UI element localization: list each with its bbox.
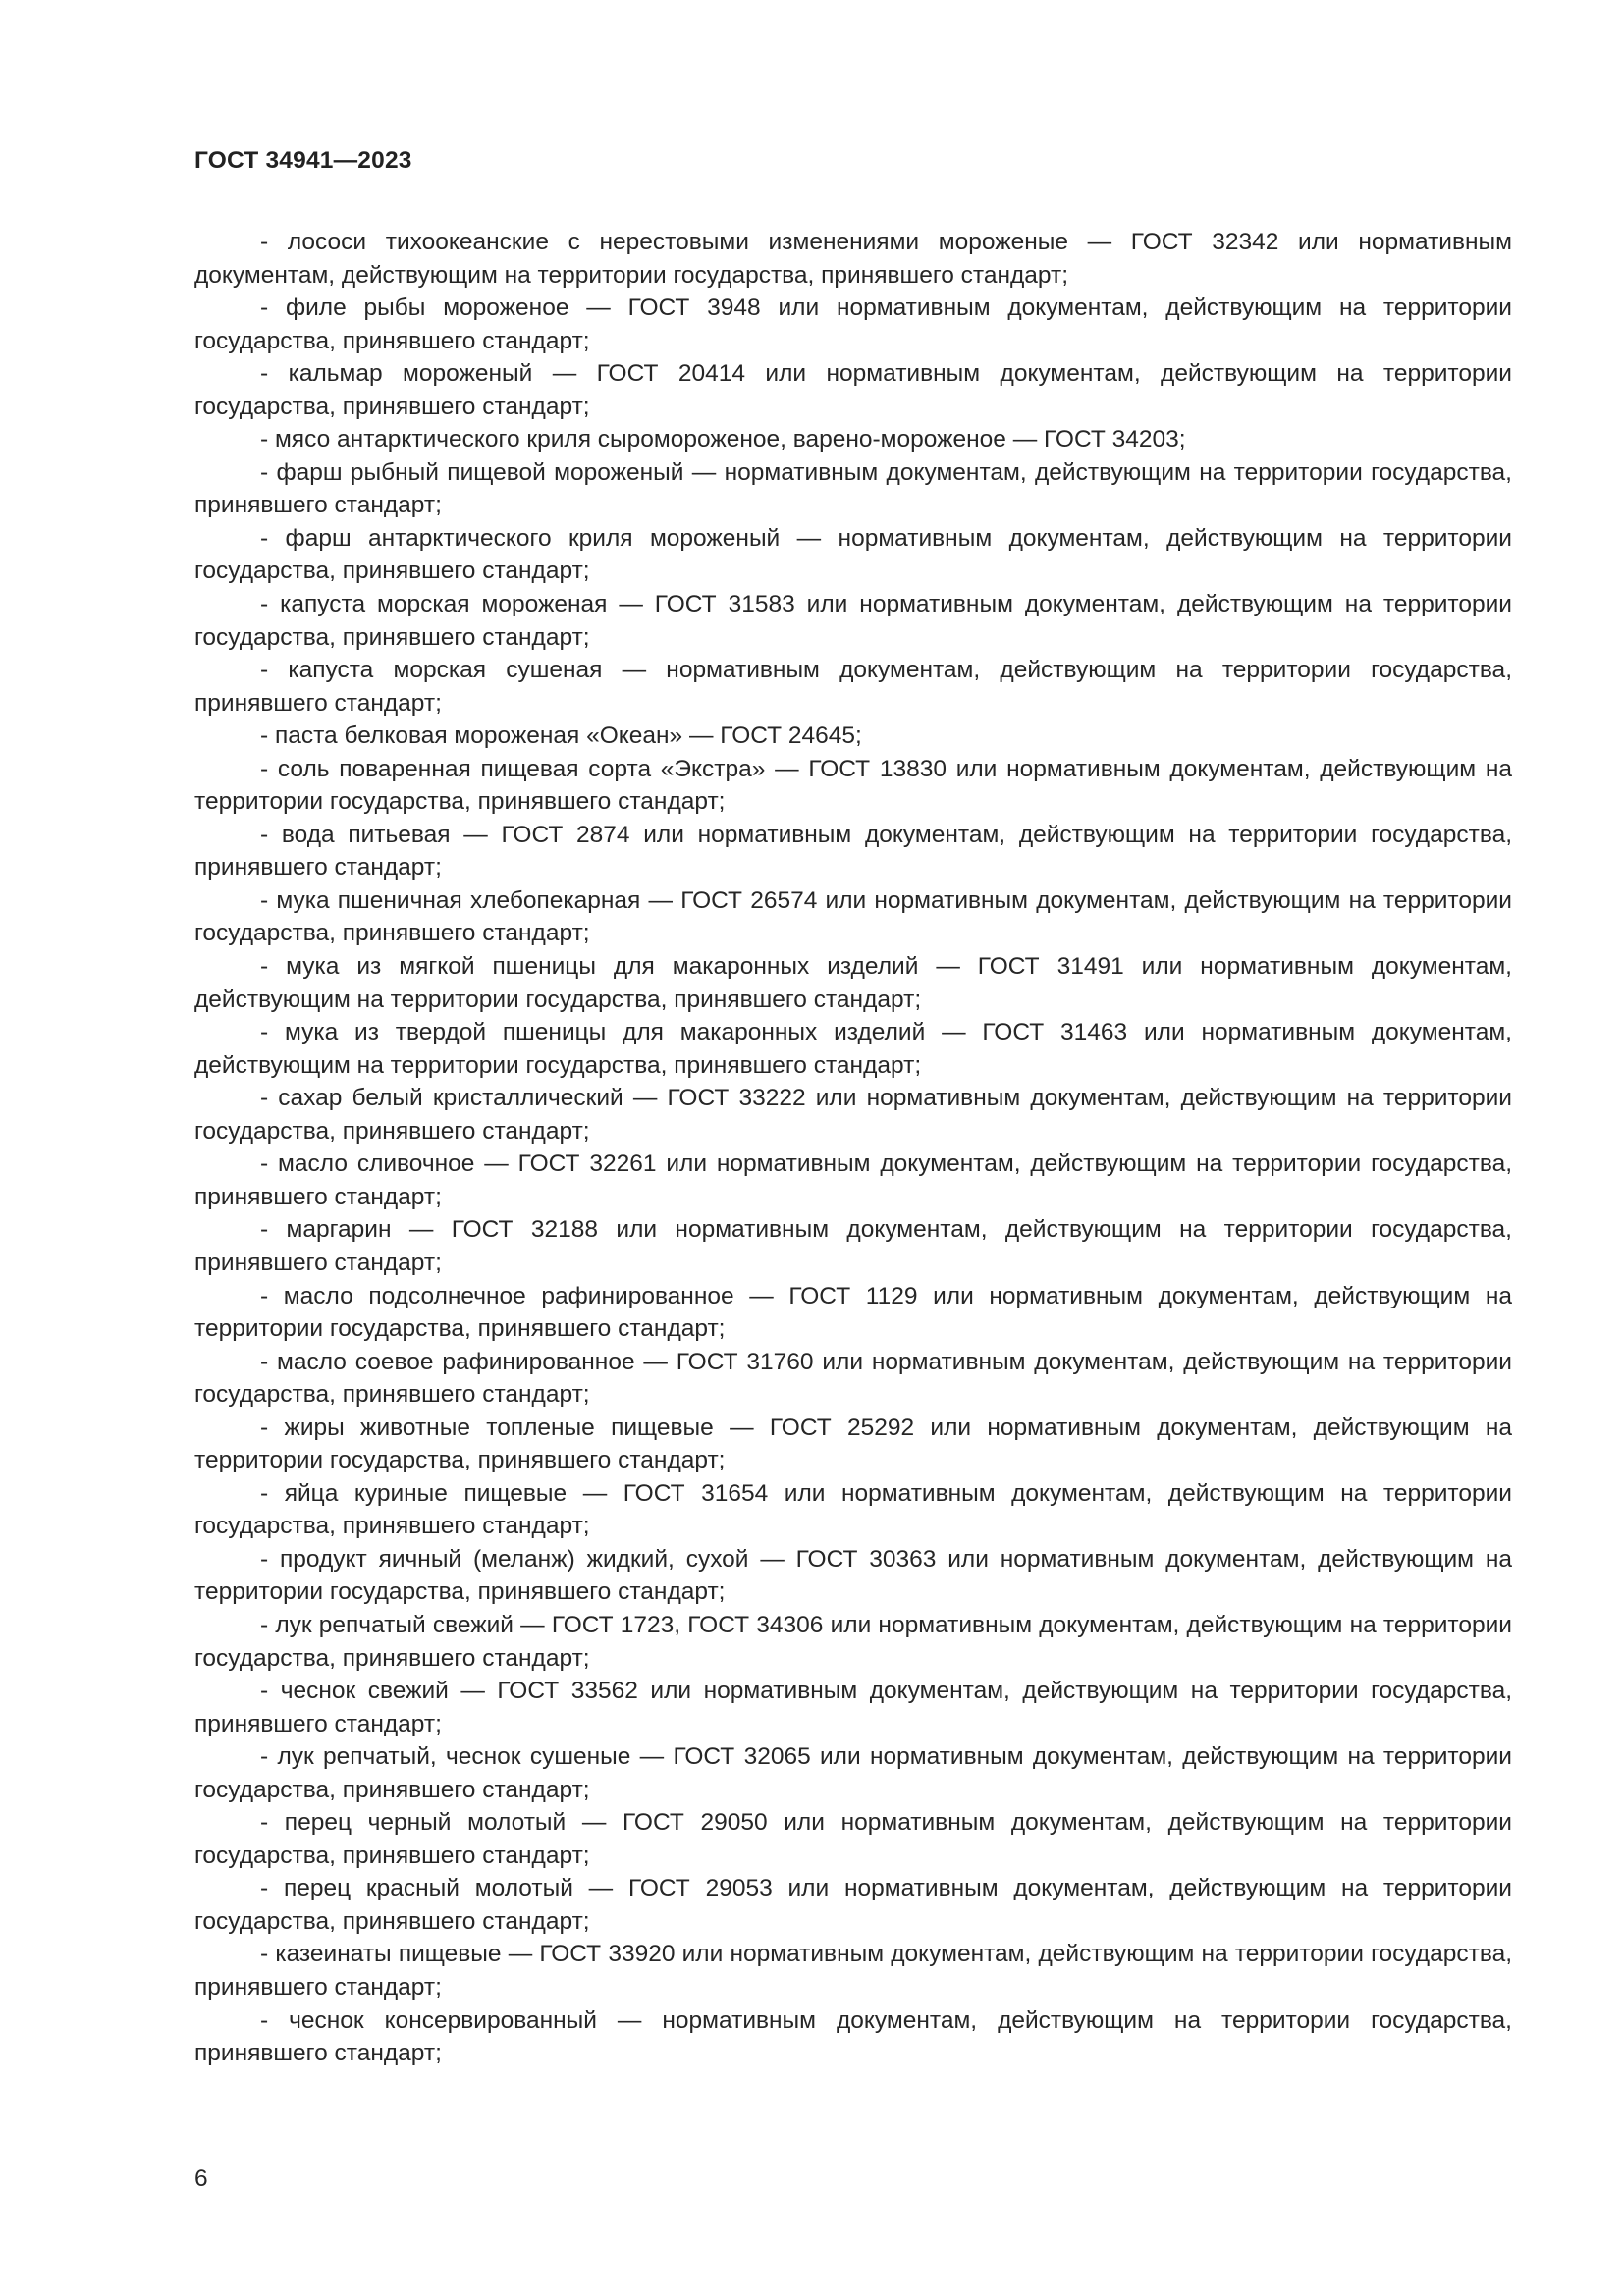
list-item: - мука из мягкой пшеницы для макаронных изделий — ГОСТ 31491 или нормативным документам, действующим на территории государства, принявшего стандарт; — [194, 953, 1512, 1013]
list-item: - перец черный молотый — ГОСТ 29050 или нормативным документам, действующим на территории государства, принявшего стандарт; — [194, 1809, 1512, 1869]
list-item: - маргарин — ГОСТ 32188 или нормативным документам, действующим на территории государства, принявшего стандарт; — [194, 1216, 1512, 1276]
list-item: - фарш антарктического криля мороженый — нормативным документам, действующим на территории государства, принявшего стандарт; — [194, 524, 1512, 585]
list-item: - капуста морская мороженая — ГОСТ 31583 или нормативным документам, действующим на территории государства, принявшего стандарт; — [194, 591, 1512, 651]
list-item: - казеинаты пищевые — ГОСТ 33920 или нормативным документам, действующим на территории государства, принявшего стандарт; — [194, 1941, 1512, 2001]
list-item: - мясо антарктического криля сыромороженое, варено-мороженое — ГОСТ 34203; — [260, 426, 1186, 454]
list-item: - продукт яичный (меланж) жидкий, сухой — ГОСТ 30363 или нормативным документам, действующим на территории государства, принявшего стандарт; — [194, 1545, 1512, 1606]
list-item: - мука из твердой пшеницы для макаронных изделий — ГОСТ 31463 или нормативным документам, действующим на территории государства, принявшего стандарт; — [194, 1019, 1512, 1079]
list-item: - чеснок свежий — ГОСТ 33562 или нормативным документам, действующим на территории государства, принявшего стандарт; — [194, 1678, 1512, 1737]
list-item: - масло сливочное — ГОСТ 32261 или нормативным документам, действующим на территории государства, принявшего стандарт; — [194, 1150, 1512, 1210]
list-item: - вода питьевая — ГОСТ 2874 или нормативным документам, действующим на территории государства, принявшего стандарт; — [194, 821, 1512, 881]
list-item: - кальмар мороженый — ГОСТ 20414 или нормативным документам, действующим на территории государства, принявшего стандарт; — [194, 360, 1512, 420]
standard-id: ГОСТ 34941—2023 — [194, 147, 412, 174]
list-item: - фарш рыбный пищевой мороженый — нормативным документам, действующим на территории государства, принявшего стандарт; — [194, 458, 1512, 519]
page-number: 6 — [194, 2165, 208, 2192]
list-item: - филе рыбы мороженое — ГОСТ 3948 или нормативным документам, действующим на территории государства, принявшего стандарт; — [194, 294, 1512, 354]
list-item: - яйца куриные пищевые — ГОСТ 31654 или нормативным документам, действующим на территории государства, принявшего стандарт; — [194, 1479, 1512, 1540]
list-item: - перец красный молотый — ГОСТ 29053 или нормативным документам, действующим на территории государства, принявшего стандарт; — [194, 1875, 1512, 1935]
list-item: - масло подсолнечное рафинированное — ГОСТ 1129 или нормативным документам, действующим на территории государства, принявшего стандарт; — [194, 1282, 1512, 1343]
document-body — [194, 226, 1512, 2070]
list-item: - масло соевое рафинированное — ГОСТ 31760 или нормативным документам, действующим на территории государства, принявшего стандарт; — [194, 1348, 1512, 1409]
list-item: - паста белковая мороженая «Океан» — ГОСТ 24645; — [260, 722, 862, 750]
list-item: - лососи тихоокеанские с нерестовыми изменениями мороженые — ГОСТ 32342 или нормативным документам, действующим на территории государства, принявшего стандарт; — [194, 229, 1512, 289]
list-item: - капуста морская сушеная — нормативным документам, действующим на территории государства, принявшего стандарт; — [194, 657, 1512, 717]
list-item: - сахар белый кристаллический — ГОСТ 33222 или нормативным документам, действующим на территории государства, принявшего стандарт; — [194, 1085, 1512, 1145]
document-header — [194, 147, 412, 175]
list-item: - мука пшеничная хлебопекарная — ГОСТ 26574 или нормативным документам, действующим на территории государства, принявшего стандарт; — [194, 886, 1512, 947]
list-item: - лук репчатый свежий — ГОСТ 1723, ГОСТ 34306 или нормативным документам, действующим на территории государства, принявшего стандарт; — [194, 1611, 1512, 1672]
list-item: - чеснок консервированный — нормативным документам, действующим на территории государства, принявшего стандарт; — [194, 2006, 1512, 2067]
list-item: - лук репчатый, чеснок сушеные — ГОСТ 32065 или нормативным документам, действующим на территории государства, принявшего стандарт; — [194, 1743, 1512, 1803]
list-item: - жиры животные топленые пищевые — ГОСТ 25292 или нормативным документам, действующим на территории государства, принявшего стандарт; — [194, 1414, 1512, 1474]
list-item: - соль поваренная пищевая сорта «Экстра» — ГОСТ 13830 или нормативным документам, действующим на территории государства, принявшего стандарт; — [194, 755, 1512, 816]
